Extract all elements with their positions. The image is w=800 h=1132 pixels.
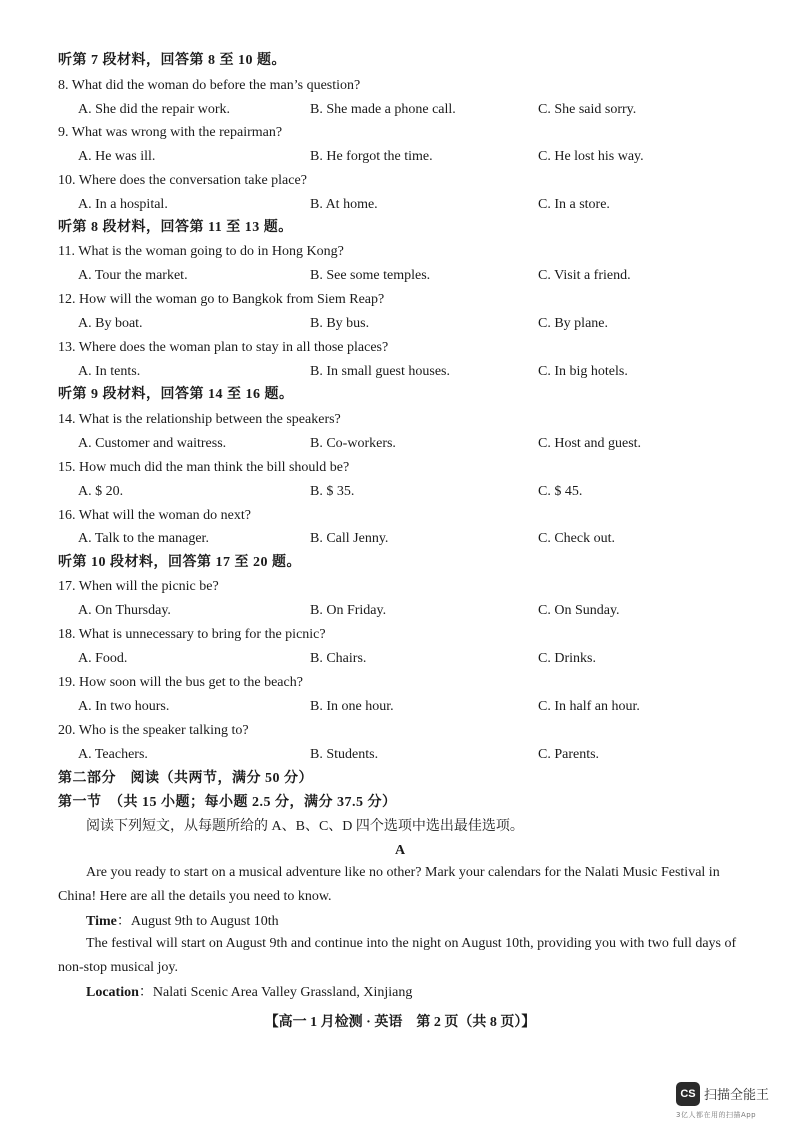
question-16-option-b: B. Call Jenny. bbox=[310, 531, 389, 546]
question-11-option-b: B. See some temples. bbox=[310, 268, 431, 283]
question-19-option-a: A. In two hours. bbox=[78, 699, 170, 714]
question-13-option-b: B. In small guest houses. bbox=[310, 364, 450, 379]
question-10-option-c: C. In a store. bbox=[538, 197, 610, 212]
question-8-option-b: B. She made a phone call. bbox=[310, 102, 456, 117]
location-label: Location bbox=[86, 985, 139, 1000]
question-9-option-a: A. He was ill. bbox=[78, 149, 156, 164]
camscanner-logo-icon: CS bbox=[676, 1082, 700, 1106]
listening-section-10-header: 听第 10 段材料，回答第 17 至 20 题。 bbox=[58, 555, 301, 570]
reading-section-title: 第一节 （共 15 小题；每小题 2.5 分，满分 37.5 分） bbox=[58, 795, 397, 810]
question-9-option-c: C. He lost his way. bbox=[538, 149, 644, 164]
question-12-option-c: C. By plane. bbox=[538, 316, 608, 331]
question-12-option-b: B. By bus. bbox=[310, 316, 370, 331]
question-17-option-b: B. On Friday. bbox=[310, 603, 387, 618]
question-11-option-a: A. Tour the market. bbox=[78, 268, 188, 283]
question-11-stem: 11. What is the woman going to do in Hong Kong? bbox=[58, 244, 344, 259]
question-13-option-a: A. In tents. bbox=[78, 364, 141, 379]
question-8-stem: 8. What did the woman do before the man’s question? bbox=[58, 78, 361, 93]
time-line bbox=[86, 913, 279, 931]
question-15-option-c: C. $ 45. bbox=[538, 484, 583, 499]
question-20-option-b: B. Students. bbox=[310, 747, 379, 762]
question-13-option-c: C. In big hotels. bbox=[538, 364, 628, 379]
question-15-stem: 15. How much did the man think the bill should be? bbox=[58, 460, 350, 475]
question-18-option-c: C. Drinks. bbox=[538, 651, 596, 666]
question-20-option-c: C. Parents. bbox=[538, 747, 600, 762]
watermark-name: 扫描全能王 bbox=[704, 1088, 770, 1103]
question-16-option-c: C. Check out. bbox=[538, 531, 615, 546]
scanner-watermark bbox=[676, 1080, 786, 1124]
time-label: Time bbox=[86, 914, 117, 929]
question-10-option-a: A. In a hospital. bbox=[78, 197, 168, 212]
question-10-option-b: B. At home. bbox=[310, 197, 378, 212]
listening-section-7-header: 听第 7 段材料，回答第 8 至 10 题。 bbox=[58, 53, 286, 68]
question-18-option-b: B. Chairs. bbox=[310, 651, 367, 666]
question-20-stem: 20. Who is the speaker talking to? bbox=[58, 723, 249, 738]
page-footer: 【高一 1 月检测 · 英语 第 2 页（共 8 页）】 bbox=[264, 1015, 536, 1030]
question-13-stem: 13. Where does the woman plan to stay in all those places? bbox=[58, 340, 389, 355]
question-16-option-a: A. Talk to the manager. bbox=[78, 531, 209, 546]
location-line bbox=[86, 984, 412, 1002]
question-12-stem: 12. How will the woman go to Bangkok from Siem Reap? bbox=[58, 292, 385, 307]
watermark-tagline: 3亿人都在用的扫描App bbox=[676, 1111, 757, 1119]
question-17-option-c: C. On Sunday. bbox=[538, 603, 620, 618]
listening-section-9-header: 听第 9 段材料，回答第 14 至 16 题。 bbox=[58, 387, 294, 402]
listening-section-8-header: 听第 8 段材料，回答第 11 至 13 题。 bbox=[58, 220, 293, 235]
passage-paragraph-1: Are you ready to start on a musical adventure like no other? Mark your calendars for the Nalati Music Festival in China! Here are all the details you need to know. bbox=[58, 865, 720, 904]
question-20-option-a: A. Teachers. bbox=[78, 747, 148, 762]
question-11-option-c: C. Visit a friend. bbox=[538, 268, 631, 283]
question-19-option-c: C. In half an hour. bbox=[538, 699, 640, 714]
question-9-option-b: B. He forgot the time. bbox=[310, 149, 433, 164]
question-15-option-a: A. $ 20. bbox=[78, 484, 124, 499]
question-19-option-b: B. In one hour. bbox=[310, 699, 394, 714]
question-18-option-a: A. Food. bbox=[78, 651, 128, 666]
reading-part-title: 第二部分 阅读（共两节，满分 50 分） bbox=[58, 771, 313, 786]
question-16-stem: 16. What will the woman do next? bbox=[58, 508, 251, 523]
question-14-option-b: B. Co-workers. bbox=[310, 436, 396, 451]
question-10-stem: 10. Where does the conversation take place? bbox=[58, 173, 307, 188]
question-19-stem: 19. How soon will the bus get to the beach? bbox=[58, 675, 303, 690]
question-14-option-a: A. Customer and waitress. bbox=[78, 436, 227, 451]
question-9-stem: 9. What was wrong with the repairman? bbox=[58, 125, 283, 140]
time-value: ：August 9th to August 10th bbox=[116, 914, 279, 929]
passage-paragraph-2: The festival will start on August 9th and continue into the night on August 10th, providing you with two full days of non-stop musical joy. bbox=[58, 936, 737, 975]
question-15-option-b: B. $ 35. bbox=[310, 484, 355, 499]
question-17-stem: 17. When will the picnic be? bbox=[58, 579, 219, 594]
question-14-option-c: C. Host and guest. bbox=[538, 436, 642, 451]
question-17-option-a: A. On Thursday. bbox=[78, 603, 171, 618]
question-8-option-c: C. She said sorry. bbox=[538, 102, 637, 117]
question-14-stem: 14. What is the relationship between the speakers? bbox=[58, 412, 341, 427]
passage-letter: A bbox=[394, 843, 406, 858]
question-18-stem: 18. What is unnecessary to bring for the picnic? bbox=[58, 627, 326, 642]
location-value: ：Nalati Scenic Area Valley Grassland, Xinjiang bbox=[138, 985, 413, 1000]
question-12-option-a: A. By boat. bbox=[78, 316, 143, 331]
reading-instruction: 阅读下列短文，从每题所给的 A、B、C、D 四个选项中选出最佳选项。 bbox=[86, 819, 524, 834]
question-8-option-a: A. She did the repair work. bbox=[78, 102, 231, 117]
